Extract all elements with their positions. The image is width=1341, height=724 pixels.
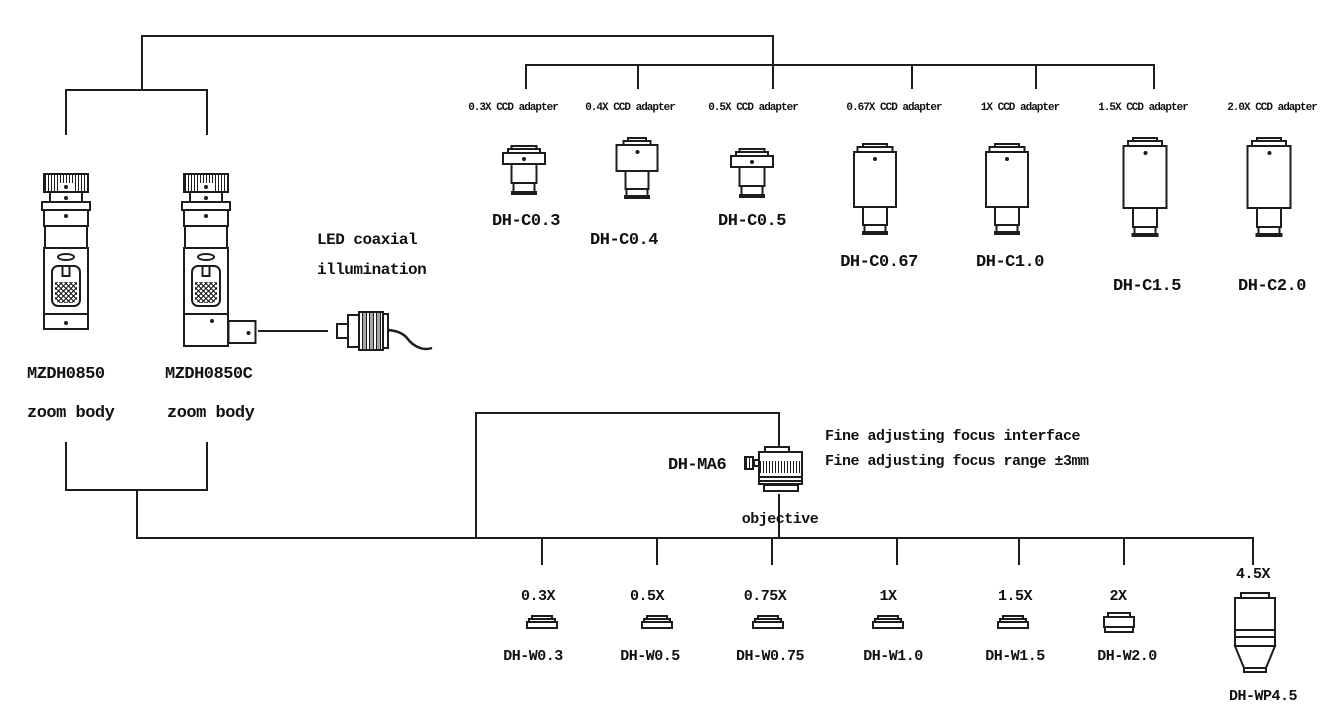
ccd-adapter-name-label: 0.3X CCD adapter	[468, 102, 558, 114]
connector-line	[1123, 537, 1125, 565]
ccd-adapter-model-label: DH-C1.0	[976, 253, 1044, 272]
zoom-body-type-label: zoom body	[167, 404, 255, 423]
objective-mag-label: 0.75X	[743, 588, 787, 605]
bottom-flange	[763, 484, 799, 492]
led-heatsink-fins	[358, 311, 384, 351]
connector-line	[1252, 537, 1254, 565]
body-bottom	[43, 313, 89, 330]
zoom-window	[191, 265, 221, 307]
ccd-adapter-name-label: 0.67X CCD adapter	[846, 102, 942, 114]
knurl-band	[760, 461, 801, 473]
window-knurl	[55, 282, 77, 303]
connector-line	[541, 537, 543, 565]
illumination-port	[228, 320, 257, 344]
objective-model-label: DH-W2.0	[1097, 648, 1157, 665]
connector-line	[141, 35, 143, 90]
logo-oval	[57, 253, 75, 261]
focus-note-line: Fine adjusting focus range ±3mm	[825, 453, 1089, 470]
main-body	[43, 247, 89, 315]
ccd-adapter-model-label: DH-C1.5	[1113, 277, 1181, 296]
ccd-adapter-name-label: 1X CCD adapter	[980, 102, 1060, 114]
objective-model-label: DH-W0.75	[735, 648, 805, 665]
objective-model-label: DH-W0.5	[620, 648, 680, 665]
connector-line	[65, 442, 67, 491]
connector-line	[896, 537, 898, 565]
connector-line	[911, 64, 913, 89]
taper-lower	[44, 225, 88, 249]
connector-line	[637, 64, 639, 89]
window-knurl	[195, 282, 217, 303]
focus-knob	[183, 173, 229, 193]
zoom-body-type-label: zoom body	[27, 404, 115, 423]
connector-line	[65, 89, 208, 91]
led-illumination-drawing	[336, 309, 446, 357]
connector-line	[206, 442, 208, 491]
ccd-adapter-name-label: 0.4X CCD adapter	[585, 102, 675, 114]
ccd-adapter-model-label: DH-C0.5	[718, 212, 786, 231]
ccd-adapter-model-label: DH-C0.67	[840, 253, 918, 272]
objective-mag-label: 4.5X	[1235, 566, 1271, 583]
connector-line	[206, 89, 208, 135]
ccd-adapter-name-label: 0.5X CCD adapter	[708, 102, 798, 114]
window-slot	[202, 265, 211, 277]
interface-body	[758, 451, 803, 485]
objective-mag-label: 2X	[1109, 588, 1127, 605]
focus-interface-drawing	[744, 446, 804, 492]
connector-line	[656, 537, 658, 565]
logo-oval	[197, 253, 215, 261]
zoom-body-drawing	[156, 173, 256, 353]
led-illumination-label: illumination	[317, 261, 427, 279]
taper-lower	[184, 225, 228, 249]
main-body	[183, 247, 229, 315]
ccd-adapter-name-label: 1.5X CCD adapter	[1098, 102, 1188, 114]
zoom-body-drawing	[16, 173, 116, 333]
objective-model-label: DH-W1.0	[863, 648, 923, 665]
objective-model-label: DH-W0.3	[503, 648, 563, 665]
focus-interface-model-label: DH-MA6	[668, 456, 727, 475]
knob-notch	[199, 183, 213, 191]
connector-line	[136, 489, 138, 539]
led-illumination-label: LED coaxial	[317, 231, 418, 249]
ccd-adapter-model-label: DH-C0.3	[492, 212, 560, 231]
objective-lens-drawing	[1233, 592, 1277, 676]
connector-line	[772, 35, 774, 89]
zoom-body-model-label: MZDH0850C	[165, 365, 253, 384]
objective-model-label: DH-WP4.5	[1228, 688, 1298, 705]
connector-line	[1018, 537, 1020, 565]
window-slot	[62, 265, 71, 277]
objective-mag-label: 1.5X	[997, 588, 1033, 605]
connector-line	[1035, 64, 1037, 89]
objective-mag-label: 0.3X	[520, 588, 556, 605]
connector-line	[771, 537, 773, 565]
ccd-adapter-name-label: 2.0X CCD adapter	[1227, 102, 1317, 114]
connector-line	[141, 35, 774, 37]
objective-model-label: DH-W1.5	[985, 648, 1045, 665]
connector-line	[258, 330, 328, 332]
ccd-adapter-model-label: DH-C0.4	[590, 231, 658, 250]
connector-line	[65, 89, 67, 135]
connector-line	[525, 64, 527, 89]
knob-notch	[59, 183, 73, 191]
objective-mag-label: 0.5X	[629, 588, 665, 605]
connector-line	[475, 412, 780, 414]
focus-knob	[43, 173, 89, 193]
ccd-adapter-model-label: DH-C2.0	[1238, 277, 1306, 296]
connector-line	[1153, 64, 1155, 89]
connector-line	[475, 412, 477, 538]
objective-port-label: objective	[741, 511, 819, 528]
focus-note-line: Fine adjusting focus interface	[825, 428, 1081, 445]
zoom-body-model-label: MZDH0850	[27, 365, 105, 384]
body-bottom	[183, 313, 229, 347]
zoom-window	[51, 265, 81, 307]
objective-mag-label: 1X	[879, 588, 897, 605]
led-cable	[387, 321, 433, 355]
connector-line	[525, 64, 1155, 66]
connector-line	[778, 412, 780, 448]
connector-line	[136, 537, 1254, 539]
